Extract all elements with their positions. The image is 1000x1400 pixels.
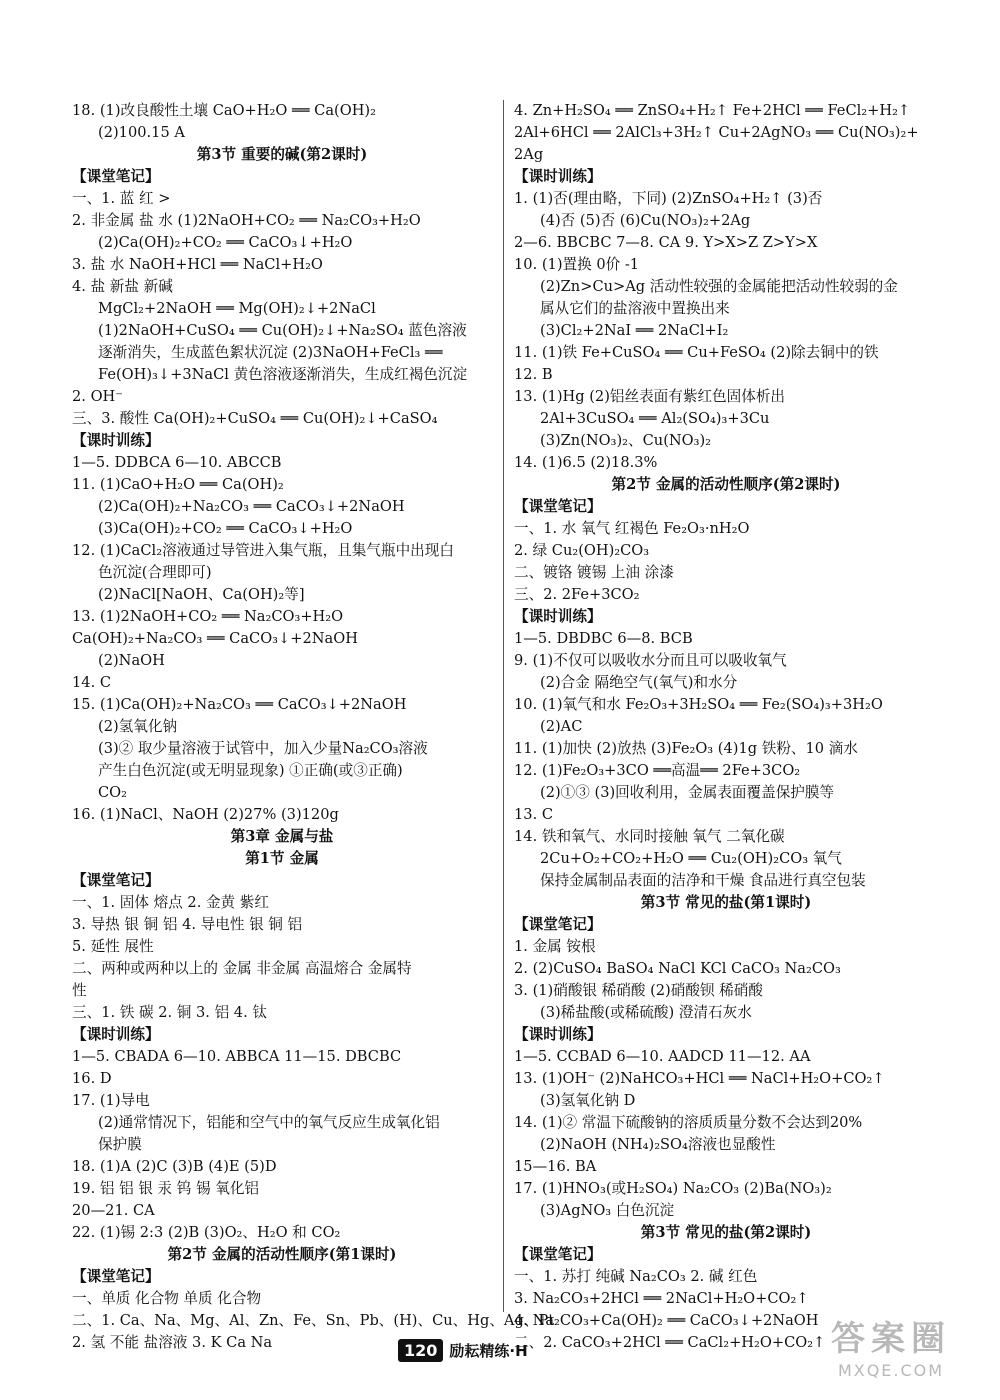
answer-line: 11. (1)CaO+H₂O ══ Ca(OH)₂: [72, 476, 284, 493]
answer-line: Ca(OH)₂+Na₂CO₃ ══ CaCO₃↓+2NaOH: [72, 630, 358, 647]
answer-line: 一、单质 化合物 单质 化合物: [72, 1290, 262, 1307]
section-title: 第1节 金属: [245, 850, 319, 867]
answer-line: 二、镀铬 镀锡 上油 涂漆: [514, 564, 674, 581]
section-label: 【课时训练】: [72, 432, 160, 449]
answer-line: (2)Ca(OH)₂+CO₂ ══ CaCO₃↓+H₂O: [98, 234, 353, 251]
answer-line: (2)氢氧化钠: [98, 718, 178, 735]
answer-line: (2)NaOH: [98, 652, 165, 669]
answer-line: 17. (1)HNO₃(或H₂SO₄) Na₂CO₃ (2)Ba(NO₃)₂: [514, 1180, 832, 1197]
answer-line: 2. OH⁻: [72, 388, 123, 405]
watermark: [806, 1318, 976, 1388]
answer-line: 保持金属制品表面的洁净和干燥 食品进行真空包装: [540, 872, 866, 889]
section-title: 第3节 重要的碱(第2课时): [196, 146, 368, 163]
answer-line: MgCl₂+2NaOH ══ Mg(OH)₂↓+2NaCl: [98, 300, 376, 317]
answer-line: 22. (1)锡 2:3 (2)B (3)O₂、H₂O 和 CO₂: [72, 1224, 341, 1241]
section-label: 【课堂笔记】: [514, 498, 602, 515]
answer-line: 18. (1)改良酸性土壤 CaO+H₂O ══ Ca(OH)₂: [72, 102, 376, 119]
answer-line: 一、1. 苏打 纯碱 Na₂CO₃ 2. 碱 红色: [514, 1268, 758, 1285]
section-title: 第3节 常见的盐(第1课时): [640, 894, 812, 911]
answer-line: (3)② 取少量溶液于试管中，加入少量Na₂CO₃溶液: [98, 740, 428, 757]
answer-line: 13. (1)OH⁻ (2)NaHCO₃+HCl ══ NaCl+H₂O+CO₂↑: [514, 1070, 885, 1087]
answer-line: 12. (1)Fe₂O₃+3CO ══高温══ 2Fe+3CO₂: [514, 762, 801, 779]
answer-line: (1)2NaOH+CuSO₄ ══ Cu(OH)₂↓+Na₂SO₄ 蓝色溶液: [98, 322, 467, 339]
answer-line: 3. (1)硝酸银 稀硝酸 (2)硝酸钡 稀硝酸: [514, 982, 763, 999]
answer-line: 13. (1)2NaOH+CO₂ ══ Na₂CO₃+H₂O: [72, 608, 344, 625]
answer-line: 三、3. 酸性 Ca(OH)₂+CuSO₄ ══ Cu(OH)₂↓+CaSO₄: [72, 410, 438, 427]
answer-line: (2)Zn>Cu>Ag 活动性较强的金属能把活动性较弱的金: [540, 278, 898, 295]
answer-line: 15. (1)Ca(OH)₂+Na₂CO₃ ══ CaCO₃↓+2NaOH: [72, 696, 407, 713]
section-title: 第3章 金属与盐: [230, 828, 334, 845]
section-label: 【课堂笔记】: [72, 872, 160, 889]
answer-line: (2)合金 隔绝空气(氧气)和水分: [540, 674, 738, 691]
section-label: 【课堂笔记】: [514, 916, 602, 933]
section-label: 【课堂笔记】: [72, 1268, 160, 1285]
section-label: 【课时训练】: [72, 1026, 160, 1043]
column-divider: [503, 100, 504, 1312]
answer-line: 18. (1)A (2)C (3)B (4)E (5)D: [72, 1158, 277, 1175]
section-label: 【课时训练】: [514, 608, 602, 625]
answer-line: 14. (1)6.5 (2)18.3%: [514, 454, 658, 471]
answer-line: 一、1. 水 氧气 红褐色 Fe₂O₃·nH₂O: [514, 520, 750, 537]
answer-line: 20—21. CA: [72, 1202, 155, 1219]
answer-line: (2)100.15 A: [98, 124, 185, 141]
answer-line: 一、1. 固体 熔点 2. 金黄 紫红: [72, 894, 269, 911]
answer-line: 2. 非金属 盐 水 (1)2NaOH+CO₂ ══ Na₂CO₃+H₂O: [72, 212, 421, 229]
answer-line: 二、两种或两种以上的 金属 非金属 高温熔合 金属特: [72, 960, 412, 977]
answer-line: 1. (1)否(理由略，下同) (2)ZnSO₄+H₂↑ (3)否: [514, 190, 823, 207]
answer-line: 1—5. CBADA 6—10. ABBCA 11—15. DBCBC: [72, 1048, 402, 1065]
answer-line: 3. 导热 银 铜 铝 4. 导电性 银 铜 铝: [72, 916, 303, 933]
answer-line: 二、2. CaCO₃+2HCl ══ CaCl₂+H₂O+CO₂↑: [514, 1334, 826, 1351]
page-footer: [398, 1336, 598, 1364]
answer-line: 12. B: [514, 366, 553, 383]
section-title: 第2节 金属的活动性顺序(第2课时): [611, 476, 841, 493]
watermark-text: 答案圈: [831, 1319, 951, 1359]
answer-line: 性: [72, 982, 87, 999]
answer-line: 2—6. BBCBC 7—8. CA 9. Y>X>Z Z>Y>X: [514, 234, 818, 251]
answer-line: 二、1. Ca、Na、Mg、Al、Zn、Fe、Sn、Pb、(H)、Cu、Hg、Ag、Pt: [72, 1312, 555, 1329]
answer-line: 1—5. DDBCA 6—10. ABCCB: [72, 454, 282, 471]
answer-line: 14. C: [72, 674, 112, 691]
answer-line: 4. Zn+H₂SO₄ ══ ZnSO₄+H₂↑ Fe+2HCl ══ FeCl₂+H₂↑: [514, 102, 911, 119]
answer-line: 产生白色沉淀(或无明显现象) ①正确(或③正确): [98, 762, 403, 779]
answer-line: CO₂: [98, 784, 127, 801]
answer-line: (2)AC: [540, 718, 583, 735]
answer-line: 2Ag: [514, 146, 544, 163]
answer-line: 3. Na₂CO₃+2HCl ══ 2NaCl+H₂O+CO₂↑: [514, 1290, 809, 1307]
answer-line: (4)否 (5)否 (6)Cu(NO₃)₂+2Ag: [540, 212, 751, 229]
answer-line: 17. (1)导电: [72, 1092, 150, 1109]
answer-line: 12. (1)CaCl₂溶液通过导管进入集气瓶，且集气瓶中出现白: [72, 542, 454, 559]
answer-line: (3)氢氧化钠 D: [540, 1092, 636, 1109]
section-label: 【课时训练】: [514, 1026, 602, 1043]
answer-line: 15—16. BA: [514, 1158, 597, 1175]
answer-line: 三、1. 铁 碳 2. 铜 3. 铝 4. 钛: [72, 1004, 267, 1021]
answer-line: 1—5. CCBAD 6—10. AADCD 11—12. AA: [514, 1048, 811, 1065]
answer-line: 2. 氢 不能 盐溶液 3. K Ca Na: [72, 1334, 273, 1351]
answer-line: 2Al+3CuSO₄ ══ Al₂(SO₄)₃+3Cu: [540, 410, 770, 427]
answer-line: 19. 铝 铝 银 汞 钨 锡 氧化铝: [72, 1180, 260, 1197]
answer-line: 14. (1)② 常温下硫酸钠的溶质质量分数不会达到20%: [514, 1114, 863, 1131]
section-title: 第3节 常见的盐(第2课时): [640, 1224, 812, 1241]
answer-line: 11. (1)铁 Fe+CuSO₄ ══ Cu+FeSO₄ (2)除去铜中的铁: [514, 344, 879, 361]
answer-line: 一、1. 蓝 红 >: [72, 190, 171, 207]
section-title: 第2节 金属的活动性顺序(第1课时): [167, 1246, 397, 1263]
answer-line: 2Al+6HCl ══ 2AlCl₃+3H₂↑ Cu+2AgNO₃ ══ Cu(NO₃)₂+: [514, 124, 919, 141]
answer-line: 9. (1)不仅可以吸收水分而且可以吸收氧气: [514, 652, 787, 669]
answer-line: 3. 盐 水 NaOH+HCl ══ NaCl+H₂O: [72, 256, 323, 273]
answer-line: 13. C: [514, 806, 554, 823]
answer-line: 16. (1)NaCl、NaOH (2)27% (3)120g: [72, 806, 339, 823]
answer-line: 14. 铁和氧气、水同时接触 氧气 二氧化碳: [514, 828, 785, 845]
answer-line: Fe(OH)₃↓+3NaCl 黄色溶液逐渐消失，生成红褐色沉淀: [98, 366, 468, 383]
answer-line: (3)Ca(OH)₂+CO₂ ══ CaCO₃↓+H₂O: [98, 520, 353, 537]
answer-line: 三、2. 2Fe+3CO₂: [514, 586, 640, 603]
book-label: 励耘精练·H: [449, 1341, 528, 1360]
answer-line: 逐渐消失，生成蓝色絮状沉淀 (2)3NaOH+FeCl₃ ══: [98, 344, 443, 361]
answer-line: 13. (1)Hg (2)铝丝表面有紫红色固体析出: [514, 388, 786, 405]
answer-line: 2Cu+O₂+CO₂+H₂O ══ Cu₂(OH)₂CO₃ 氧气: [540, 850, 842, 867]
answer-line: 11. (1)加快 (2)放热 (3)Fe₂O₃ (4)1g 铁粉、10 滴水: [514, 740, 858, 757]
answer-line: 10. (1)置换 0价 -1: [514, 256, 640, 273]
answer-line: 属从它们的盐溶液中置换出来: [540, 300, 730, 317]
answer-line: (2)NaCl[NaOH、Ca(OH)₂等]: [98, 586, 305, 603]
answer-line: 4. Na₂CO₃+Ca(OH)₂ ══ CaCO₃↓+2NaOH: [514, 1312, 819, 1329]
page-number: 120: [398, 1339, 443, 1362]
answer-line: 1. 金属 铵根: [514, 938, 596, 955]
answer-line: (2)①③ (3)回收利用，金属表面覆盖保护膜等: [540, 784, 835, 801]
answer-line: 16. D: [72, 1070, 112, 1087]
section-label: 【课时训练】: [514, 168, 602, 185]
answer-line: (3)稀盐酸(或稀硫酸) 澄清石灰水: [540, 1004, 752, 1021]
answer-line: 10. (1)氧气和水 Fe₂O₃+3H₂SO₄ ══ Fe₂(SO₄)₃+3H₂O: [514, 696, 883, 713]
answer-line: (2)Ca(OH)₂+Na₂CO₃ ══ CaCO₃↓+2NaOH: [98, 498, 405, 515]
answer-line: 4. 盐 新盐 新碱: [72, 278, 173, 295]
answer-line: 2. (2)CuSO₄ BaSO₄ NaCl KCl CaCO₃ Na₂CO₃: [514, 960, 841, 977]
answer-line: 保护膜: [98, 1136, 142, 1153]
section-label: 【课堂笔记】: [514, 1246, 602, 1263]
answer-line: 2. 绿 Cu₂(OH)₂CO₃: [514, 542, 650, 559]
answer-line: 1—5. DBDBC 6—8. BCB: [514, 630, 693, 647]
answer-line: 5. 延性 展性: [72, 938, 154, 955]
answer-line: 色沉淀(合理即可): [98, 564, 212, 581]
answer-line: (3)AgNO₃ 白色沉淀: [540, 1202, 675, 1219]
section-label: 【课堂笔记】: [72, 168, 160, 185]
watermark-url: MXQE.COM: [837, 1361, 945, 1380]
answer-line: (3)Cl₂+2NaI ══ 2NaCl+I₂: [540, 322, 729, 339]
answer-line: (3)Zn(NO₃)₂、Cu(NO₃)₂: [540, 432, 712, 449]
right-column: [514, 100, 938, 1354]
answer-line: (2)NaOH (NH₄)₂SO₄溶液也显酸性: [540, 1136, 776, 1153]
answer-line: (2)通常情况下，铝能和空气中的氧气反应生成氧化铝: [98, 1114, 440, 1131]
